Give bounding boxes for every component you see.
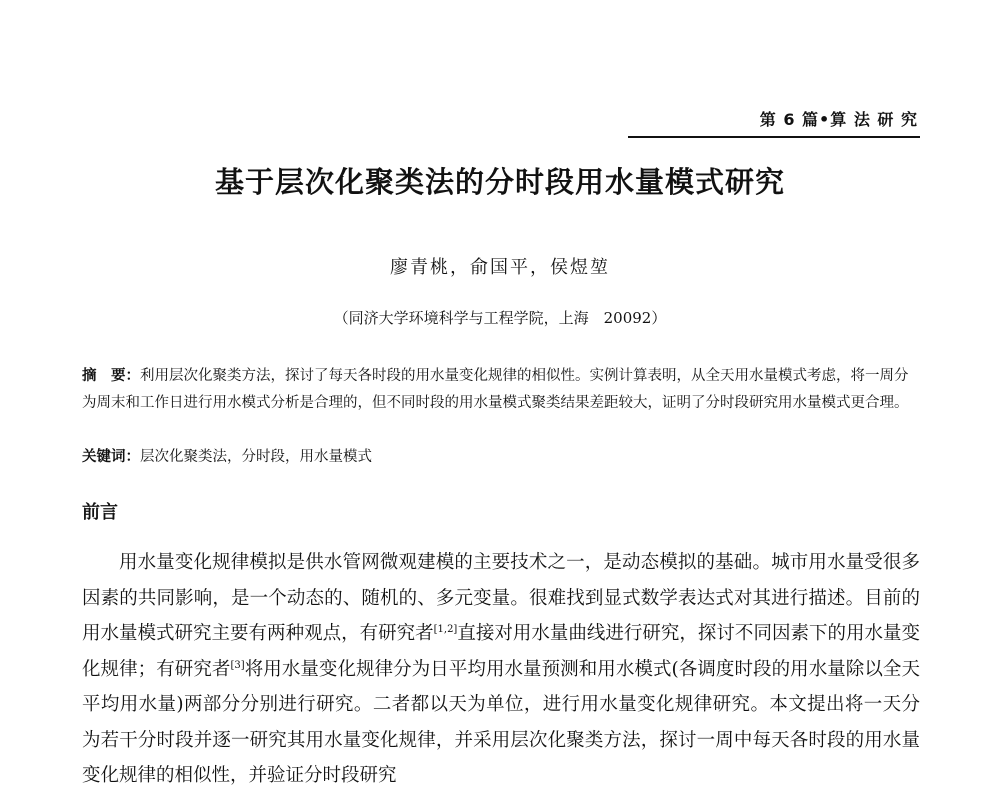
body-text-part3: 将用水量变化规律分为日平均用水量预测和用水模式(各调度时段的用水量除以全天平均用水量)两部分分别进行研究。二者都以天为单位，进行用水量变化规律研究。本文提出将一天分为若干分时段并逐一研究其用水量变化规律，并采用层次化聚类方法，探讨一周中每天各时段的用水量变化规律的相似性，并验证分时段研究 xyxy=(82,658,920,786)
keywords-label: 关键词： xyxy=(82,449,140,465)
body-paragraph xyxy=(82,545,920,794)
abstract-text: 利用层次化聚类方法，探讨了每天各时段的用水量变化规律的相似性。实例计算表明，从全天用水量模式考虑，将一周分为周末和工作日进行用水模式分析是合理的，但不同时段的用水量模式聚类结果差距较大，证明了分时段研究用水量模式更合理。 xyxy=(82,368,909,411)
citation-1-2: [1,2] xyxy=(433,623,458,635)
citation-3: [3] xyxy=(230,659,245,671)
keywords-text: 层次化聚类法，分时段，用水量模式 xyxy=(140,449,372,465)
paper-title: 基于层次化聚类法的分时段用水量模式研究 xyxy=(214,165,785,199)
body-text-part2: 直接对用水量曲线进行研究，探讨不同因素下的用水量变化规律；有研究者 xyxy=(82,623,920,680)
section-header: 第 6 篇•算 法 研 究 xyxy=(759,110,918,129)
body-text-part1: 用水量变化规律模拟是供水管网微观建模的主要技术之一，是动态模拟的基础。城市用水量受很多因素的共同影响，是一个动态的、随机的、多元变量。很难找到显式数学表达式对其进行描述。目前的用水量模式研究主要有两种观点，有研究者 xyxy=(82,552,920,644)
section-heading-preface: 前言 xyxy=(82,502,118,523)
affiliation: （同济大学环境科学与工程学院，上海 20092） xyxy=(333,309,667,327)
abstract-label: 摘 要： xyxy=(82,368,140,384)
authors: 廖青桃，俞国平，侯煜堃 xyxy=(390,257,610,278)
abstract xyxy=(82,363,920,417)
header-rule xyxy=(628,136,920,138)
keywords xyxy=(82,444,920,471)
